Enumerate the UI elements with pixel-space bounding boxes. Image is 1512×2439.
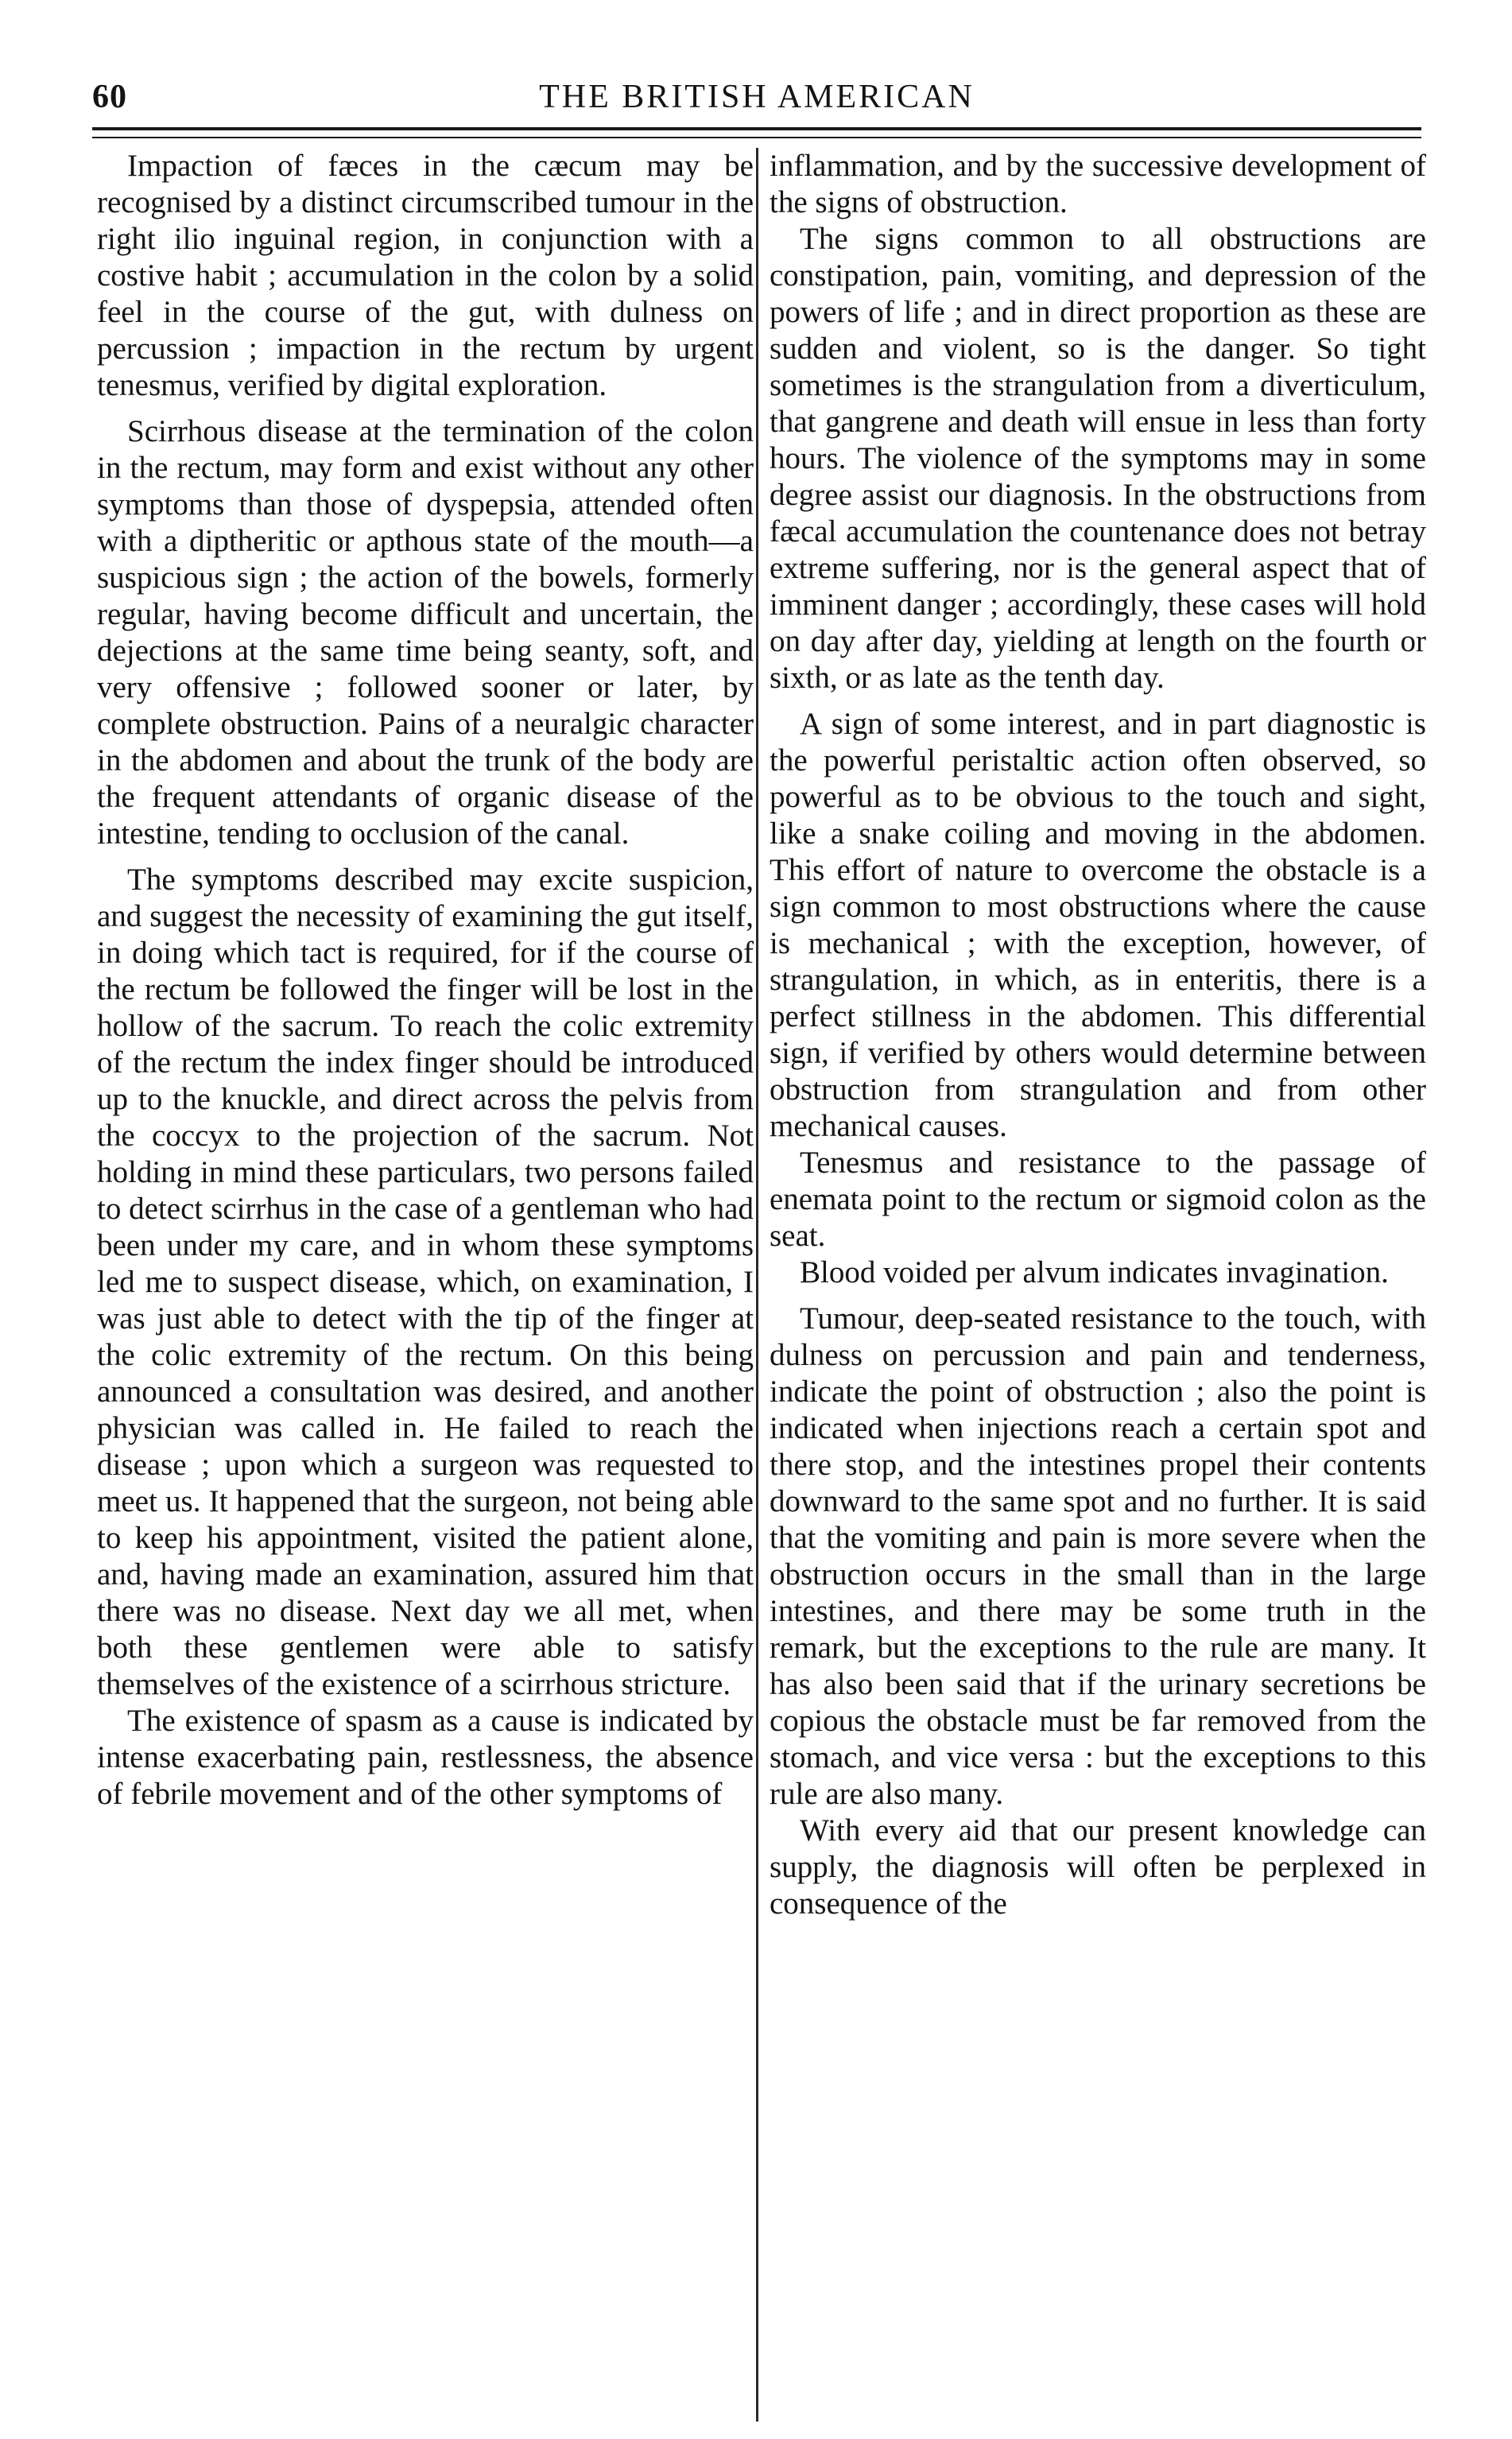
page-header [92, 78, 1421, 124]
running-title: THE BRITISH AMERICAN [539, 79, 975, 115]
column-divider [756, 148, 758, 2422]
paragraph-sign-of-interest: A sign of some interest, and in part diagnostic is the powerful peristaltic action often observed, so powerful as to be obvious to the touch and sight, like a snake coiling and moving in the abdomen. This effort of nature to overcome the obstacle is a sign common to most obstructions where the cause is mechanical ; with the exception, however, of strangulation, in which, as in enteritis, there is a perfect stillness in the abdomen. This differential sign, if verified by others would determine between obstruction from strangulation and from other mechanical causes. [770, 707, 1426, 1143]
header-rule-thick [92, 127, 1421, 130]
paragraph-inflammation-continued: inflammation, and by the successive development of the signs of obstruction. [770, 149, 1426, 219]
header-rule-thin [92, 137, 1421, 138]
paragraph-symptoms-described: The symptoms described may excite suspicion, and suggest the necessity of examining the gut itself, in doing which tact is required, for if the course of the rectum be followed the finger will be lost in the hollow of the sacrum. To reach the colic extremity of the rectum the index finger should be introduced up to the knuckle, and direct across the pelvis from the coccyx to the projection of the sacrum. Not holding in mind these particulars, two persons failed to detect scirrhus in the case of a gentleman who had been under my care, and in whom these symptoms led me to suspect disease, which, on examination, I was just able to detect with the tip of the finger at the colic extremity of the rectum. On this being announced a consultation was desired, and another physician was called in. He failed to reach the disease ; upon which a surgeon was requested to meet us. It happened that the surgeon, not being able to keep his appointment, visited the patient alone, and, having made an examination, assured him that there was no disease. Next day we all met, when both these gentlemen were able to satisfy themselves of the existence of a scirrhous stricture. [97, 863, 754, 1701]
right-column [770, 148, 1426, 1922]
paragraph-blood-voided: Blood voided per alvum indicates invagination. [800, 1255, 1389, 1289]
paragraph-tumour: Tumour, deep-seated resistance to the touch, with dulness on percussion and pain and tenderness, indicate the point of obstruction ; also the point is indicated when injections reach a certain spot and there stop, and the intestines propel their contents downward to the same spot and no further. It is said that the vomiting and pain is more severe when the obstruction occurs in the small than in the large intestines, and there may be some truth in the remark, but the exceptions to the rule are many. It has also been said that if the urinary secretions be copious the obstacle must be far removed from the stomach, and vice versa : but the exceptions to this rule are also many. [770, 1301, 1426, 1811]
left-column [97, 148, 754, 1813]
page-number: 60 [92, 79, 127, 115]
paragraph-scirrhous-disease: Scirrhous disease at the termination of the colon in the rectum, may form and exist without any other symptoms than those of dyspepsia, attended often with a diptheritic or apthous state of the mouth—a suspicious sign ; the action of the bowels, formerly regular, having become difficult and uncertain, the dejections at the same time being seanty, soft, and very offensive ; followed sooner or later, by complete obstruction. Pains of a neuralgic character in the abdomen and about the trunk of the body are the frequent attendants of organic disease of the intestine, tending to occlusion of the canal. [97, 414, 754, 851]
paragraph-with-every-aid: With every aid that our present knowledge can supply, the diagnosis will often be perplexed in consequence of the [770, 1813, 1426, 1921]
paragraph-impaction: Impaction of fæces in the cæcum may be recognised by a distinct circumscribed tumour in the right ilio inguinal region, in conjunction with a costive habit ; accumulation in the colon by a solid feel in the course of the gut, with dulness on percussion ; impaction in the rectum by urgent tenesmus, verified by digital exploration. [97, 149, 754, 402]
paragraph-signs-common: The signs common to all obstructions are constipation, pain, vomiting, and depression of the powers of life ; and in direct proportion as these are sudden and violent, so is the danger. So tight sometimes is the strangulation from a diverticulum, that gangrene and death will ensue in less than forty hours. The violence of the symptoms may in some degree assist our diagnosis. In the obstructions from fæcal accumulation the countenance does not betray extreme suffering, nor is the general aspect that of imminent danger ; accordingly, these cases will hold on day after day, yielding at length on the fourth or sixth, or as late as the tenth day. [770, 222, 1426, 695]
paragraph-spasm: The existence of spasm as a cause is indicated by intense exacerbating pain, restlessness, the absence of febrile movement and of the other symptoms of [97, 1704, 754, 1811]
paragraph-tenesmus: Tenesmus and resistance to the passage of enemata point to the rectum or sigmoid colon as the seat. [770, 1146, 1426, 1253]
